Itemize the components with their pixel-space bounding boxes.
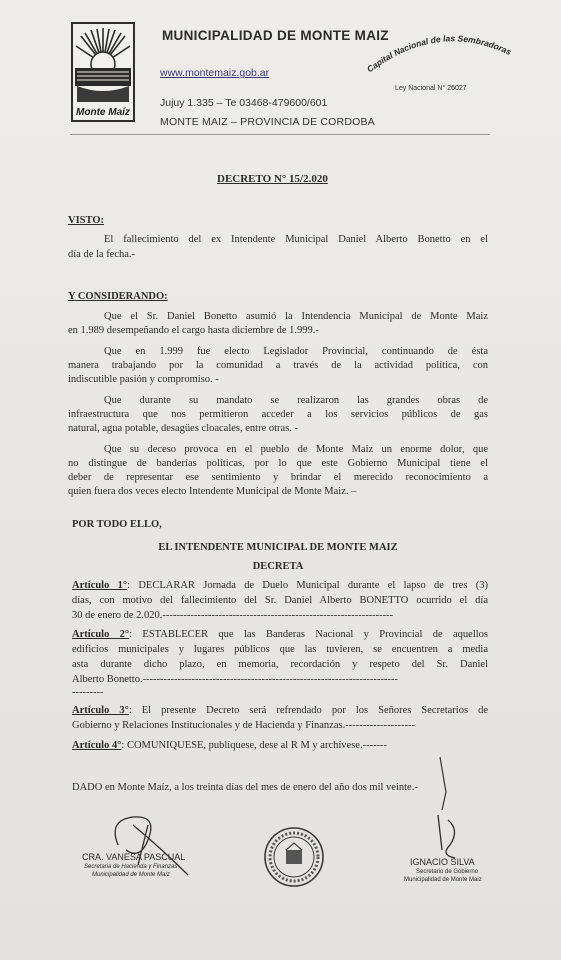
article-2-line: Alberto Bonetto.------------------------------------------------------------------------- xyxy=(72,674,398,685)
right-signer-role: Secretario de Gobierno xyxy=(416,869,479,875)
visto-line: El fallecimiento del ex Intendente Municipal Daniel Alberto Bonetto en el xyxy=(104,234,488,245)
logo-emblem-icon xyxy=(73,24,133,104)
por-todo-ello: POR TODO ELLO, xyxy=(72,519,162,530)
article-4-line xyxy=(72,739,387,754)
article-2-line: --------- xyxy=(72,687,104,698)
dado-line: DADO en Monte Maíz, a los treinta días del mes de enero del año dos mil veinte.- xyxy=(72,782,418,793)
article-4-text: : COMUNIQUESE, publíquese, dese al R M y archívese.------- xyxy=(121,740,388,751)
municipality-title: MUNICIPALIDAD DE MONTE MAIZ xyxy=(162,28,389,43)
article-3-label: Artículo 3° xyxy=(72,705,129,716)
municipal-logo xyxy=(71,22,135,122)
considerando-line: Que el Sr. Daniel Bonetto asumió la Intendencia Municipal de Monte Maiz xyxy=(104,311,488,322)
article-1-line xyxy=(72,579,488,594)
right-signature xyxy=(420,800,480,860)
slogan-arc xyxy=(360,22,530,82)
decree-title: DECRETO N° 15/2.020 xyxy=(217,173,328,185)
right-signer-org: Municipalidad de Monte Maiz xyxy=(404,877,482,883)
considerando-line: quien fuera dos veces electo Intendente Municipal de Monte Maiz. – xyxy=(68,486,357,497)
considerando-line: indiscutible pasión y compromiso. - xyxy=(68,374,219,385)
considerando-line: Que durante su mandato se realizaron las grandes obras de xyxy=(104,395,488,406)
article-1-line: 30 de enero de 2.020.------------------------------------------------------------------ xyxy=(72,610,394,621)
left-signer-org: Municipalidad de Monte Maiz xyxy=(92,872,170,878)
considerando-line: Que en 1.999 fue electo Legislador Provincial, continuando de ésta xyxy=(104,346,488,357)
visto-heading: VISTO: xyxy=(68,215,104,226)
law-number: Ley Nacional N° 26027 xyxy=(395,85,467,92)
considerando-line: no distingue de banderías políticas, por lo que este Gobierno Municipal tiene el xyxy=(68,458,488,469)
article-1-label: Artículo 1° xyxy=(72,580,128,591)
decreta-heading: DECRETA xyxy=(252,561,304,572)
website-link[interactable]: www.montemaiz.gob.ar xyxy=(160,67,270,79)
logo-text: Monte Maíz xyxy=(76,107,130,118)
left-signer-name: CRA. VANESA PASCUAL xyxy=(82,852,186,862)
intendente-heading: EL INTENDENTE MUNICIPAL DE MONTE MAIZ xyxy=(158,542,398,553)
right-signer-name: IGNACIO SILVA xyxy=(410,857,475,867)
svg-text:Capital Nacional de las Sembra xyxy=(365,33,513,74)
considerando-line: natural, agua potable, desagües cloacales, entre otras. - xyxy=(68,423,299,434)
article-2-label: Artículo 2° xyxy=(72,629,130,640)
visto-line: día de la fecha.- xyxy=(68,249,136,260)
left-signer-role: Secretaria de Hacienda y Finanzas xyxy=(84,864,178,870)
article-1-line: días, con motivo del fallecimiento del Sr. Daniel Alberto BONETTO ocurrido el día xyxy=(72,595,488,606)
slogan-text: Capital Nacional de las Sembradoras xyxy=(364,33,514,75)
city-province: MONTE MAIZ – PROVINCIA DE CORDOBA xyxy=(160,116,375,128)
article-3-line: Gobierno y Relaciones Institucionales y de Hacienda y Finanzas.-------------------- xyxy=(72,720,416,731)
article-3-text: : El presente Decreto será refrendado por los Señores Secretarios de xyxy=(128,705,488,716)
considerando-line: deber de representar ese sentimiento y brindar el merecido reconocimiento a xyxy=(68,472,488,483)
header-divider xyxy=(70,134,490,135)
municipal-seal xyxy=(263,826,325,888)
considerando-heading: Y CONSIDERANDO: xyxy=(68,291,168,302)
article-2-line: edificios municipales y lugares públicos que las tuvieren, se encuentren a media xyxy=(72,644,488,655)
considerando-line: manera trabajando por la comunidad a través de la actividad política, con xyxy=(68,360,488,371)
article-3-line xyxy=(72,704,488,719)
article-1-text: : DECLARAR Jornada de Duelo Municipal durante el lapso de tres (3) xyxy=(127,580,488,591)
considerando-line: en 1.989 desempeñando el cargo hasta diciembre de 1.999.- xyxy=(68,325,319,336)
address-phone: Jujuy 1.335 – Te 03468-479600/601 xyxy=(160,97,328,109)
considerando-line: infraestructura que nos permitieron acceder a los servicios públicos de gas xyxy=(68,409,488,420)
article-2-line xyxy=(72,628,488,643)
article-2-text: : ESTABLECER que las Banderas Nacional y Provincial de aquellos xyxy=(129,629,488,640)
considerando-line: Que su deceso provoca en el pueblo de Monte Maiz un enorme dolor, que xyxy=(104,444,488,455)
article-4-label: Artículo 4° xyxy=(72,740,122,751)
article-2-line: asta durante dicho plazo, en memoria, recordación y respeto del Sr. Daniel xyxy=(72,659,488,670)
